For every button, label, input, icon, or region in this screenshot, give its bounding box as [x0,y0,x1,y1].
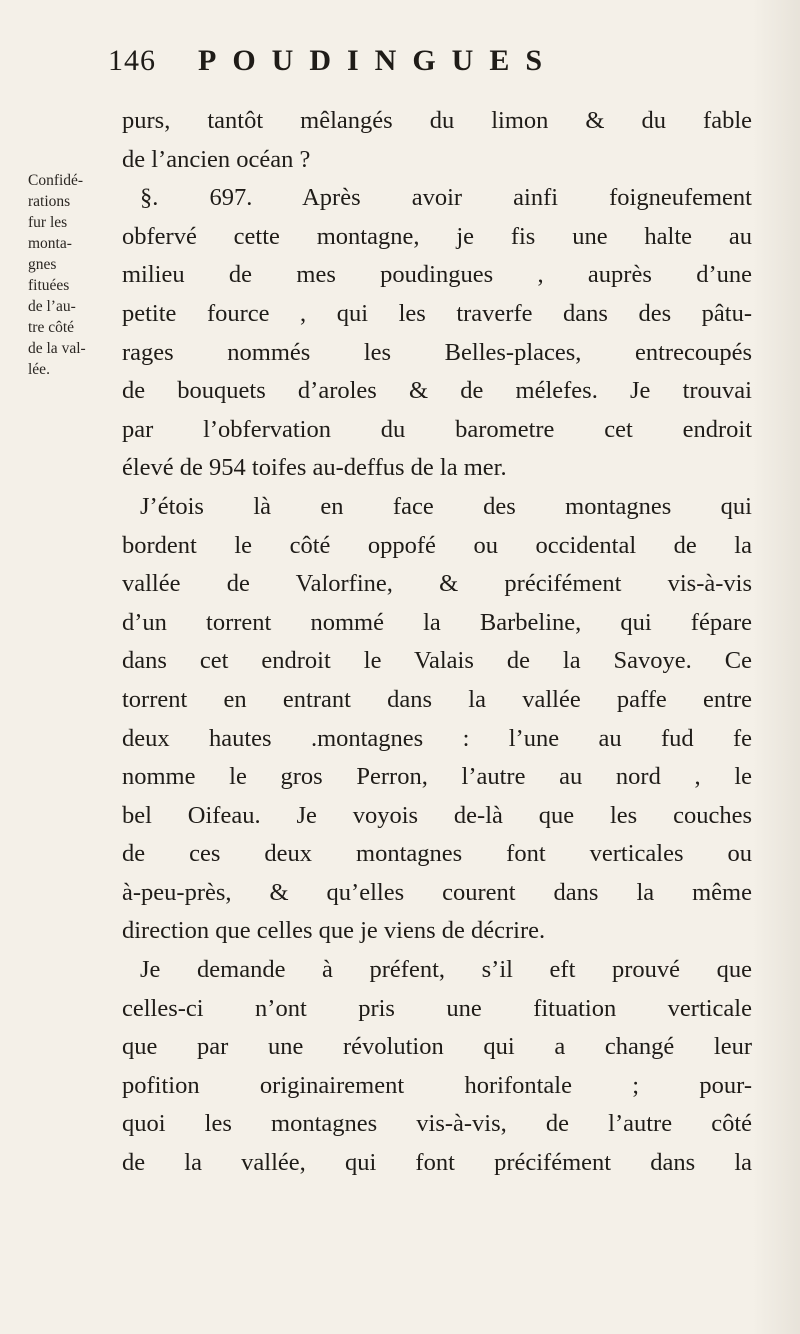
margin-note-line: fituées [28,277,70,294]
text-line: deux hautes .montagnes : l’une au fud fe [122,724,752,752]
margin-note-line: rations [28,193,71,210]
text-line: de ces deux montagnes font verticales ou [122,840,752,868]
margin-note-line: fur les [28,214,68,231]
page-number: 146 [108,44,156,77]
text-line: à-peu-près, & qu’elles courent dans la même [122,878,752,906]
text-line: que par une révolution qui a changé leur [122,1033,752,1061]
text-line: de la vallée, qui font précifément dans la [122,1149,752,1177]
text-line: dans cet endroit le Valais de la Savoye. Ce [122,647,752,675]
text-line: purs, tantôt mêlangés du limon & du fable [122,107,752,134]
text-line: petite fource , qui les traverfe dans des pâtu- [122,299,752,327]
text-line: pofition originairement horifontale ; pour- [122,1071,752,1099]
text-line: nomme le gros Perron, l’autre au nord , le [122,763,752,791]
text-line: vallée de Valorfine, & précifément vis-à-vis [122,570,752,598]
text-line: J’étois là en face des montagnes qui [140,492,752,520]
margin-note-line: tre côté [28,319,75,336]
text-line: Je demande à préfent, s’il eft prouvé que [140,956,752,984]
text-line: de l’ancien océan ? [122,145,311,173]
margin-note-line: de l’au- [28,298,76,315]
text-line: obfervé cette montagne, je fis une halte au [122,222,752,250]
running-head: POUDINGUES [198,44,559,77]
text-line: direction que celles que je viens de décrire. [122,917,546,945]
margin-note-line: de la val- [28,340,86,357]
text-line: milieu de mes poudingues , auprès d’une [122,261,752,289]
margin-note-line: Confidé- [28,172,84,189]
page-header [108,44,650,84]
text-line: bordent le côté oppofé ou occidental de la [122,531,752,559]
text-line: de bouquets d’aroles & de mélefes. Je trouvai [122,377,752,405]
text-line: par l’obfervation du barometre cet endroit [122,415,752,443]
text-line: d’un torrent nommé la Barbeline, qui fépare [122,608,752,636]
text-line: §. 697. Après avoir ainfi foigneufement [140,184,752,212]
text-line: rages nommés les Belles-places, entrecoupés [122,338,752,366]
text-line: celles-ci n’ont pris une fituation verticale [122,994,752,1022]
margin-note [28,170,113,380]
body-text [122,102,752,1183]
text-line: élevé de 954 toifes au-deffus de la mer. [122,454,507,482]
margin-note-line: gnes [28,256,57,273]
text-line: torrent en entrant dans la vallée paffe entre [122,685,752,713]
text-line: bel Oifeau. Je voyois de-là que les couches [122,801,752,829]
text-line: quoi les montagnes vis-à-vis, de l’autre côté [122,1110,752,1138]
margin-note-line: monta- [28,235,72,252]
margin-note-line: lée. [28,361,50,378]
